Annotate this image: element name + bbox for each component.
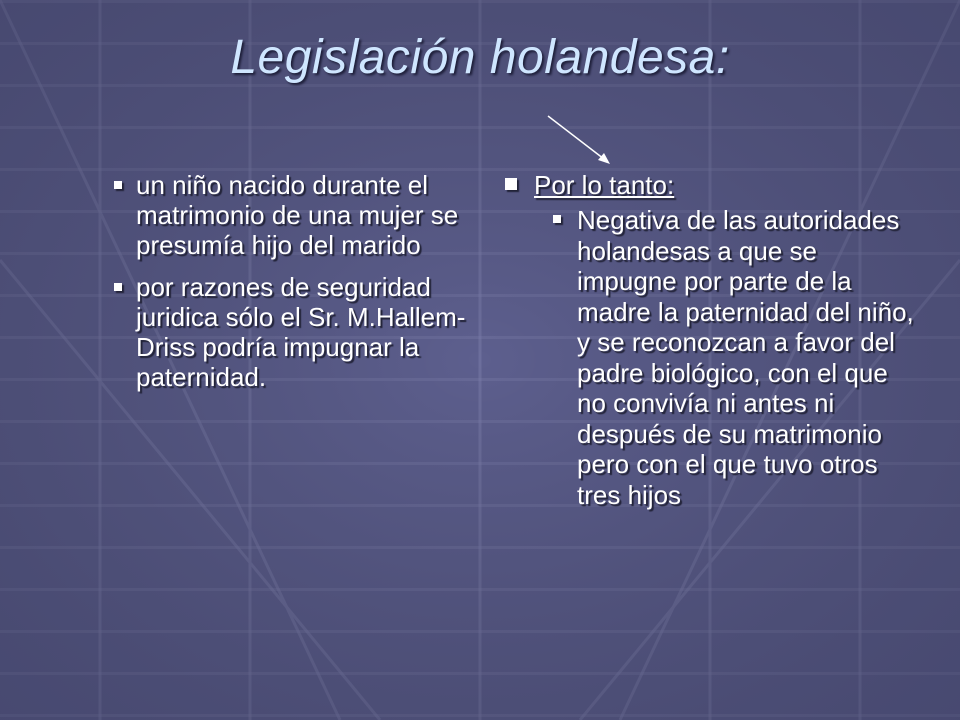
list-item bbox=[110, 170, 470, 260]
list-item-text: Negativa de las autoridades holandesas a que se impugne por parte de la madre la paternidad del niño, y se reconozcan a favor del padre biológico, con el que no convivía ni antes ni después de su matrimonio pero con el que tuvo otros tres hijos bbox=[577, 205, 914, 510]
list-item bbox=[110, 272, 470, 392]
left-column bbox=[110, 170, 470, 404]
slide-title: Legislación holandesa: bbox=[230, 31, 730, 84]
left-bullet-list bbox=[110, 170, 470, 392]
right-column bbox=[500, 170, 920, 510]
conclusion-heading-item bbox=[500, 170, 920, 201]
conclusion-heading: Por lo tanto: bbox=[534, 170, 675, 200]
list-item-text: por razones de seguridad juridica sólo el Sr. M.Hallem-Driss podría impugnar la paternidad. bbox=[136, 272, 466, 392]
square-bullet-icon bbox=[114, 283, 122, 291]
square-bullet-icon bbox=[114, 181, 122, 189]
square-bullet-icon bbox=[505, 178, 517, 190]
list-item-text: un niño nacido durante el matrimonio de una mujer se presumía hijo del marido bbox=[136, 170, 459, 260]
arrow-icon bbox=[540, 112, 620, 168]
right-sub-list bbox=[500, 205, 920, 510]
list-item bbox=[543, 205, 920, 510]
square-bullet-icon bbox=[553, 215, 561, 223]
